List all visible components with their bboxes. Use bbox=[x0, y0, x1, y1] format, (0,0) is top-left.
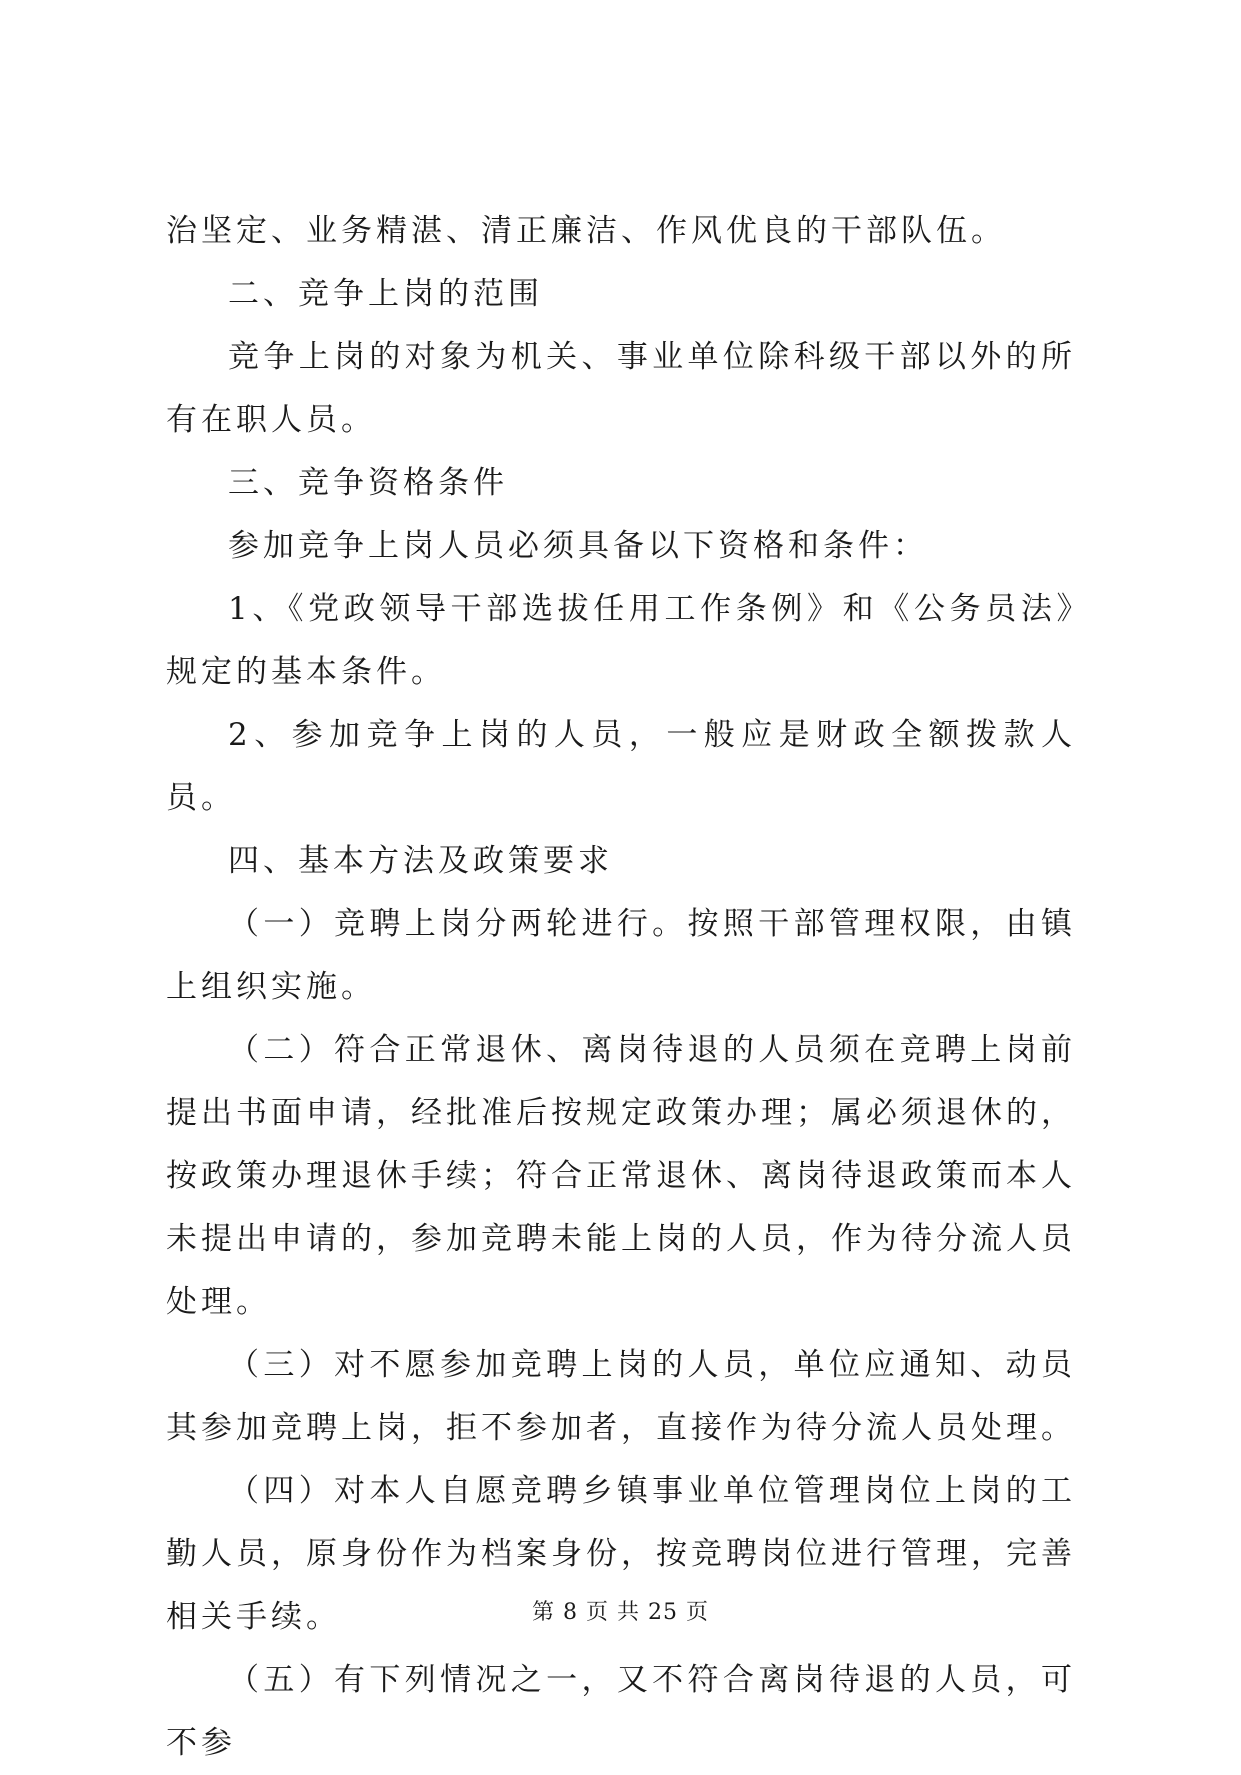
list-item: （五）有下列情况之一，又不符合离岗待退的人员，可不参 bbox=[166, 1662, 1076, 1761]
paragraph: 治坚定、业务精湛、清正廉洁、作风优良的干部队伍。 bbox=[166, 213, 1006, 249]
list-item: 1、《党政领导干部选拔任用工作条例》和《公务员法》规定的基本条件。 bbox=[166, 591, 1076, 690]
list-item: （四）对本人自愿竞聘乡镇事业单位管理岗位上岗的工勤人员，原身份作为档案身份，按竞聘岗位进行管理，完善相关手续。 bbox=[166, 1473, 1076, 1635]
list-item: 2、参加竞争上岗的人员，一般应是财政全额拨款人员。 bbox=[166, 717, 1076, 816]
section-heading-scope: 二、竞争上岗的范围 bbox=[228, 276, 543, 312]
paragraph: 竞争上岗的对象为机关、事业单位除科级干部以外的所有在职人员。 bbox=[166, 339, 1076, 438]
section-heading-methods: 四、基本方法及政策要求 bbox=[228, 843, 613, 879]
paragraph: 参加竞争上岗人员必须具备以下资格和条件： bbox=[228, 528, 928, 564]
list-item: （三）对不愿参加竞聘上岗的人员，单位应通知、动员其参加竞聘上岗，拒不参加者，直接作为待分流人员处理。 bbox=[166, 1347, 1076, 1446]
page-number-footer: 第 8 页 共 25 页 bbox=[532, 1600, 709, 1625]
document-body bbox=[166, 200, 1076, 1775]
list-item: （二）符合正常退休、离岗待退的人员须在竞聘上岗前提出书面申请，经批准后按规定政策办理；属必须退休的，按政策办理退休手续；符合正常退休、离岗待退政策而本人未提出申请的，参加竞聘未能上岗的人员，作为待分流人员处理。 bbox=[166, 1032, 1076, 1320]
list-item: （一）竞聘上岗分两轮进行。按照干部管理权限，由镇上组织实施。 bbox=[166, 906, 1076, 1005]
section-heading-qualifications: 三、竞争资格条件 bbox=[228, 465, 508, 501]
